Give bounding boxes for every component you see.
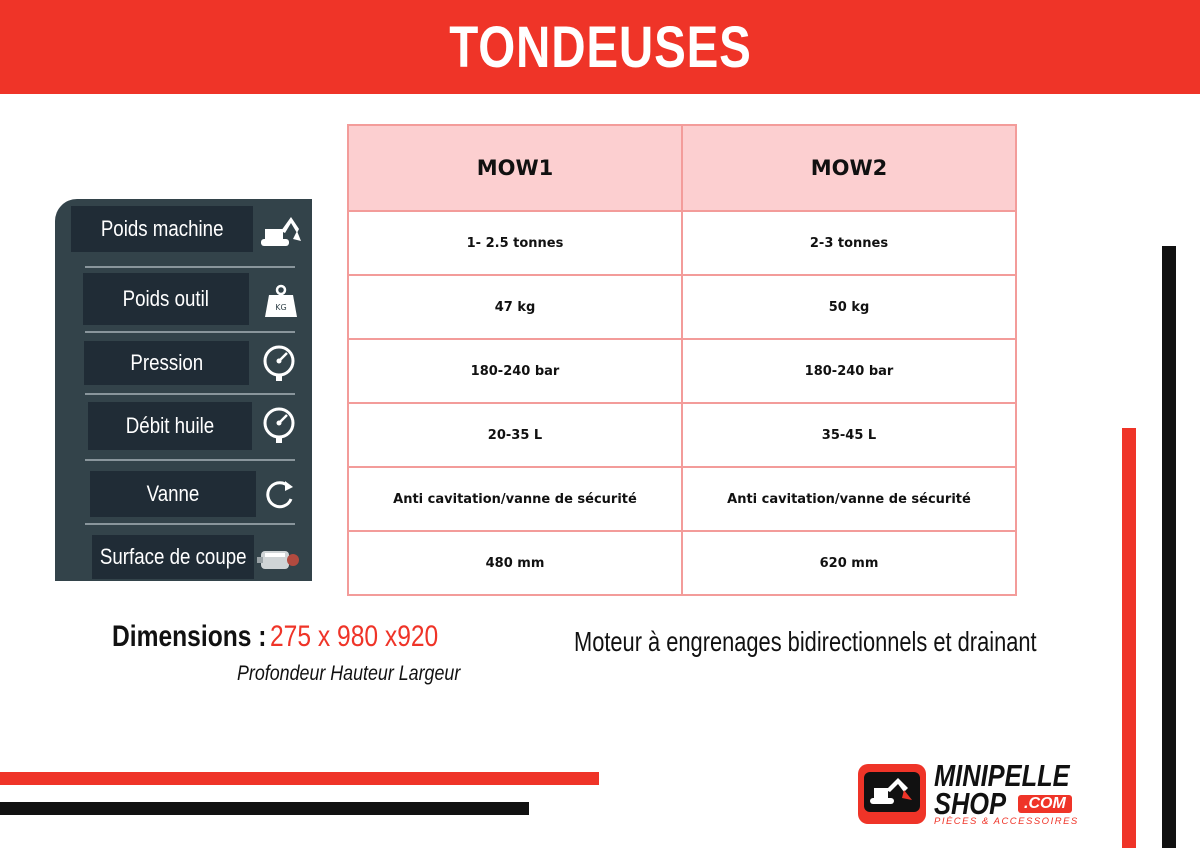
table-cell: 20-35 L xyxy=(348,403,682,467)
table-row xyxy=(348,403,1016,467)
decor-stripe-black xyxy=(0,802,529,815)
table-cell: 180-240 bar xyxy=(682,339,1016,403)
panel-label-poids-machine: Poids machine xyxy=(71,206,253,252)
excavator-icon xyxy=(257,211,303,251)
table-row xyxy=(348,275,1016,339)
table-row xyxy=(348,339,1016,403)
logo-text-line2: SHOP xyxy=(934,786,1007,821)
divider xyxy=(85,331,295,333)
table-cell: 50 kg xyxy=(682,275,1016,339)
motor-description: Moteur à engrenages bidirectionnels et drainant xyxy=(574,626,1037,657)
mower-blade-icon xyxy=(255,539,301,579)
header-banner xyxy=(0,0,1200,94)
weight-icon xyxy=(261,281,301,321)
dimensions-caption: Profondeur Hauteur Largeur xyxy=(237,662,461,685)
decor-stripe-red-vertical xyxy=(1122,428,1136,848)
table-cell: 2-3 tonnes xyxy=(682,211,1016,275)
gauge-icon xyxy=(259,343,299,383)
minipelle-shop-logo xyxy=(858,760,1108,830)
column-header-mow1: MOW1 xyxy=(348,125,682,211)
dimensions-value: 275 x 980 x920 xyxy=(270,620,439,653)
column-header-mow2: MOW2 xyxy=(682,125,1016,211)
panel-label-surface-de-coupe: Surface de coupe xyxy=(92,535,254,579)
table-cell: 480 mm xyxy=(348,531,682,595)
rotate-arrow-icon xyxy=(259,475,299,515)
table-row xyxy=(348,531,1016,595)
table-row xyxy=(348,211,1016,275)
divider xyxy=(85,523,295,525)
logo-suffix: .COM xyxy=(1018,795,1072,813)
spec-label-panel xyxy=(55,199,312,581)
dimensions-label: Dimensions : xyxy=(112,620,267,653)
logo-tagline: PIÈCES & ACCESSOIRES xyxy=(934,816,1079,827)
table-cell: 1- 2.5 tonnes xyxy=(348,211,682,275)
gauge-icon xyxy=(259,405,299,445)
panel-label-pression: Pression xyxy=(84,341,249,385)
svg-text:KG: KG xyxy=(275,303,287,312)
table-cell: 47 kg xyxy=(348,275,682,339)
panel-label-vanne: Vanne xyxy=(90,471,256,517)
page-title: TONDEUSES xyxy=(448,14,752,80)
table-cell: 180-240 bar xyxy=(348,339,682,403)
panel-label-debit-huile: Débit huile xyxy=(88,402,252,450)
excavator-logo-icon xyxy=(866,776,918,810)
decor-stripe-black-vertical xyxy=(1162,246,1176,848)
divider xyxy=(85,459,295,461)
panel-label-poids-outil: Poids outil xyxy=(83,273,249,325)
table-cell: 35-45 L xyxy=(682,403,1016,467)
table-cell: Anti cavitation/vanne de sécurité xyxy=(348,467,682,531)
divider xyxy=(85,393,295,395)
logo-badge xyxy=(858,764,926,824)
spec-table xyxy=(347,124,1017,596)
decor-stripe-red xyxy=(0,772,599,785)
logo-text-line1: MINIPELLE xyxy=(934,758,1070,793)
divider xyxy=(85,266,295,268)
table-cell: Anti cavitation/vanne de sécurité xyxy=(682,467,1016,531)
table-cell: 620 mm xyxy=(682,531,1016,595)
table-row xyxy=(348,467,1016,531)
table-header-row xyxy=(348,125,1016,211)
